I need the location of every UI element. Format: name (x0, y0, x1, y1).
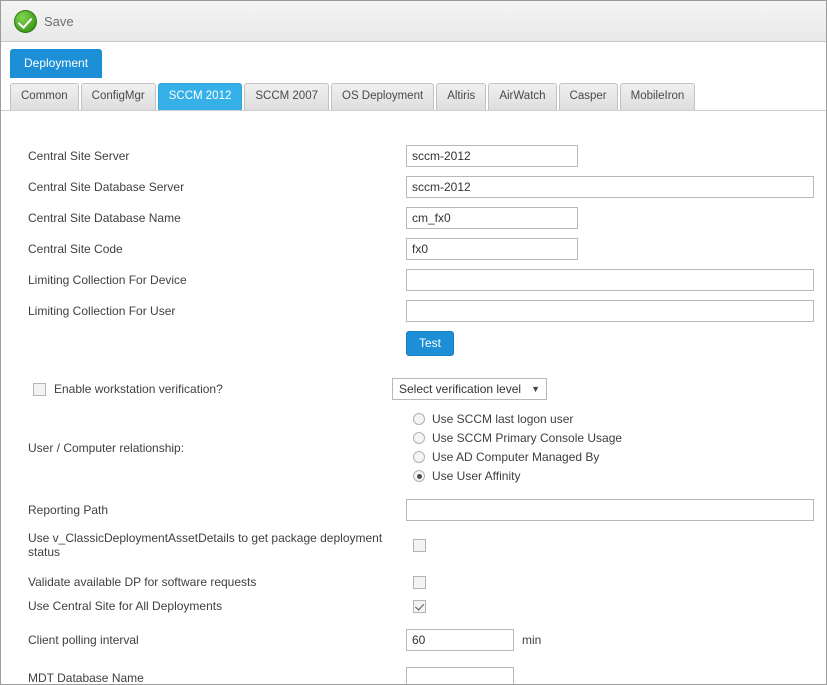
tab-mobileiron[interactable]: MobileIron (620, 83, 696, 110)
tab-altiris[interactable]: Altiris (436, 83, 486, 110)
tab-sccm-2007[interactable]: SCCM 2007 (244, 83, 329, 110)
tab-airwatch[interactable]: AirWatch (488, 83, 556, 110)
central-site-db-server-input[interactable] (406, 176, 814, 198)
verification-level-select[interactable] (392, 378, 547, 400)
limiting-collection-device-input[interactable] (406, 269, 814, 291)
radio-option-last-logon-user[interactable] (413, 412, 622, 426)
radio-icon[interactable] (413, 432, 425, 444)
save-check-icon (14, 10, 37, 33)
client-polling-interval-label: Client polling interval (28, 633, 139, 647)
row-central-site-code (1, 238, 826, 260)
workstation-verification-checkbox[interactable] (33, 383, 46, 396)
client-polling-interval-unit: min (522, 633, 542, 647)
radio-label: Use AD Computer Managed By (432, 450, 600, 464)
row-classic-deployment (1, 531, 826, 559)
row-central-site-db-name (1, 207, 826, 229)
save-button-label: Save (44, 13, 74, 29)
row-mdt-database-name (1, 667, 826, 685)
row-reporting-path (1, 499, 826, 521)
row-central-site-server (1, 145, 826, 167)
radio-icon[interactable] (413, 451, 425, 463)
mdt-database-name-input[interactable] (406, 667, 514, 685)
user-computer-relationship-radio-group (413, 412, 622, 483)
tab-os-deployment[interactable]: OS Deployment (331, 83, 434, 110)
validate-dp-label: Validate available DP for software requests (28, 575, 257, 589)
row-central-site-db-server (1, 176, 826, 198)
tab-casper[interactable]: Casper (559, 83, 618, 110)
classic-deployment-checkbox[interactable] (413, 539, 426, 552)
deployment-tab-bar (1, 42, 826, 78)
subtab-bar (1, 78, 826, 111)
central-site-all-deployments-label: Use Central Site for All Deployments (28, 599, 223, 613)
test-button[interactable]: Test (406, 331, 454, 356)
tab-configmgr[interactable]: ConfigMgr (81, 83, 156, 110)
row-limiting-collection-device (1, 269, 826, 291)
limiting-collection-device-label: Limiting Collection For Device (28, 273, 187, 287)
verification-level-value: Select verification level (399, 382, 522, 396)
tab-deployment[interactable]: Deployment (10, 49, 102, 78)
toolbar (1, 1, 826, 42)
client-polling-interval-input[interactable] (406, 629, 514, 651)
radio-option-ad-computer-managed-by[interactable] (413, 450, 622, 464)
test-button-row (1, 331, 826, 356)
save-button[interactable] (10, 8, 78, 35)
tab-common[interactable]: Common (10, 83, 79, 110)
row-validate-dp (1, 575, 826, 589)
reporting-path-input[interactable] (406, 499, 814, 521)
central-site-server-label: Central Site Server (28, 149, 130, 163)
radio-label: Use SCCM last logon user (432, 412, 574, 426)
radio-option-primary-console-usage[interactable] (413, 431, 622, 445)
central-site-db-name-input[interactable] (406, 207, 578, 229)
radio-label: Use User Affinity (432, 469, 521, 483)
validate-dp-checkbox[interactable] (413, 576, 426, 589)
limiting-collection-user-input[interactable] (406, 300, 814, 322)
mdt-database-name-label: MDT Database Name (28, 671, 144, 685)
classic-deployment-label: Use v_ClassicDeploymentAssetDetails to get package deployment status (28, 531, 383, 559)
central-site-server-input[interactable] (406, 145, 578, 167)
workstation-verification-label: Enable workstation verification? (54, 382, 223, 396)
chevron-down-icon: ▼ (531, 384, 540, 394)
row-central-site-all-deployments (1, 599, 826, 613)
radio-option-user-affinity[interactable] (413, 469, 622, 483)
sccm-2012-settings-form (1, 111, 826, 685)
radio-icon[interactable] (413, 413, 425, 425)
user-computer-relationship-label: User / Computer relationship: (28, 440, 185, 455)
central-site-db-name-label: Central Site Database Name (28, 211, 181, 225)
row-user-computer-relationship (1, 412, 826, 483)
radio-icon[interactable] (413, 470, 425, 482)
central-site-code-input[interactable] (406, 238, 578, 260)
row-workstation-verification (1, 378, 826, 400)
central-site-db-server-label: Central Site Database Server (28, 180, 185, 194)
reporting-path-label: Reporting Path (28, 503, 109, 517)
row-client-polling-interval (1, 629, 826, 651)
radio-label: Use SCCM Primary Console Usage (432, 431, 623, 445)
limiting-collection-user-label: Limiting Collection For User (28, 304, 176, 318)
central-site-all-deployments-checkbox[interactable] (413, 600, 426, 613)
tab-sccm-2012[interactable]: SCCM 2012 (158, 83, 243, 110)
row-limiting-collection-user (1, 300, 826, 322)
central-site-code-label: Central Site Code (28, 242, 123, 256)
